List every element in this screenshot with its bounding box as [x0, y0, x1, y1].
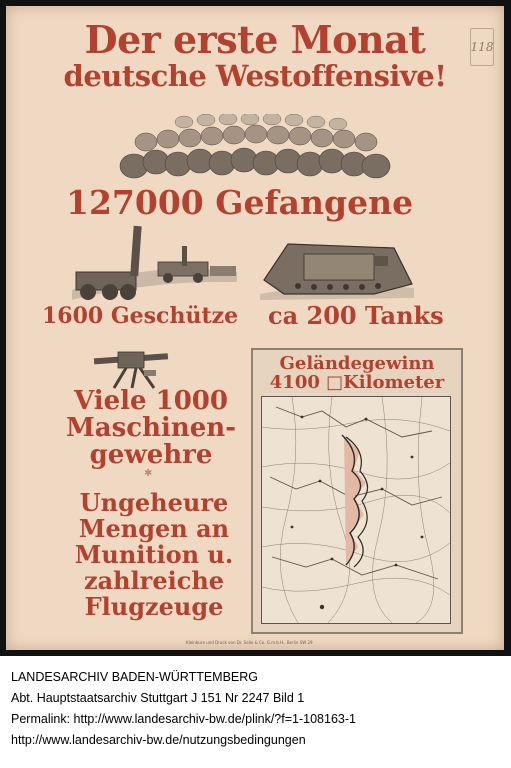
tanks-count: ca 200 Tanks [268, 301, 444, 330]
poster [6, 6, 504, 650]
map-title-line-1: Geländegewinn [279, 353, 435, 374]
artillery-illustration [62, 220, 242, 306]
machine-guns-text [56, 388, 246, 469]
machine-guns-line-3: gewehre [89, 440, 213, 470]
archive-name: LANDESARCHIV BADEN-WÜRTTEMBERG [11, 670, 259, 684]
map-title [259, 354, 455, 392]
poster-title: Der erste Monat [84, 17, 426, 62]
machine-guns-line-1: Viele 1000 [74, 386, 228, 416]
ammo-line-5: Flugzeuge [84, 592, 224, 621]
poster-subtitle: deutsche Westoffensive! [63, 59, 447, 93]
ammo-line-1: Ungeheure [79, 488, 229, 517]
ammo-line-2: Mengen an [78, 514, 230, 543]
tank-illustration [254, 230, 420, 302]
star-ornament-icon: ✱ [144, 468, 153, 479]
front-line-map [261, 396, 451, 624]
machine-guns-line-2: Maschinen- [65, 413, 236, 443]
prisoners-count: 127000 Gefangene [66, 183, 414, 222]
map-title-line-2: 4100 □Kilometer [269, 372, 445, 393]
map-panel [251, 348, 463, 634]
ammunition-text [34, 490, 274, 620]
pencil-note: 118 [470, 28, 494, 66]
permalink-text[interactable]: Permalink: http://www.landesarchiv-bw.de/plink/?f=1-108163-1 [11, 712, 356, 726]
soldiers-illustration [114, 114, 404, 182]
ammo-line-4: zahlreiche [83, 566, 225, 595]
ammo-line-3: Munition u. [74, 540, 234, 569]
archive-reference: Abt. Hauptstaatsarchiv Stuttgart J 151 Nr 2247 Bild 1 [11, 691, 305, 705]
terms-link[interactable]: http://www.landesarchiv-bw.de/nutzungsbedingungen [11, 733, 306, 747]
printer-imprint: Kleinbure und Druck von Dr. Selle & Co. G.m.b.H., Berlin SW 29 [186, 640, 313, 645]
guns-count: 1600 Geschütze [42, 303, 239, 329]
